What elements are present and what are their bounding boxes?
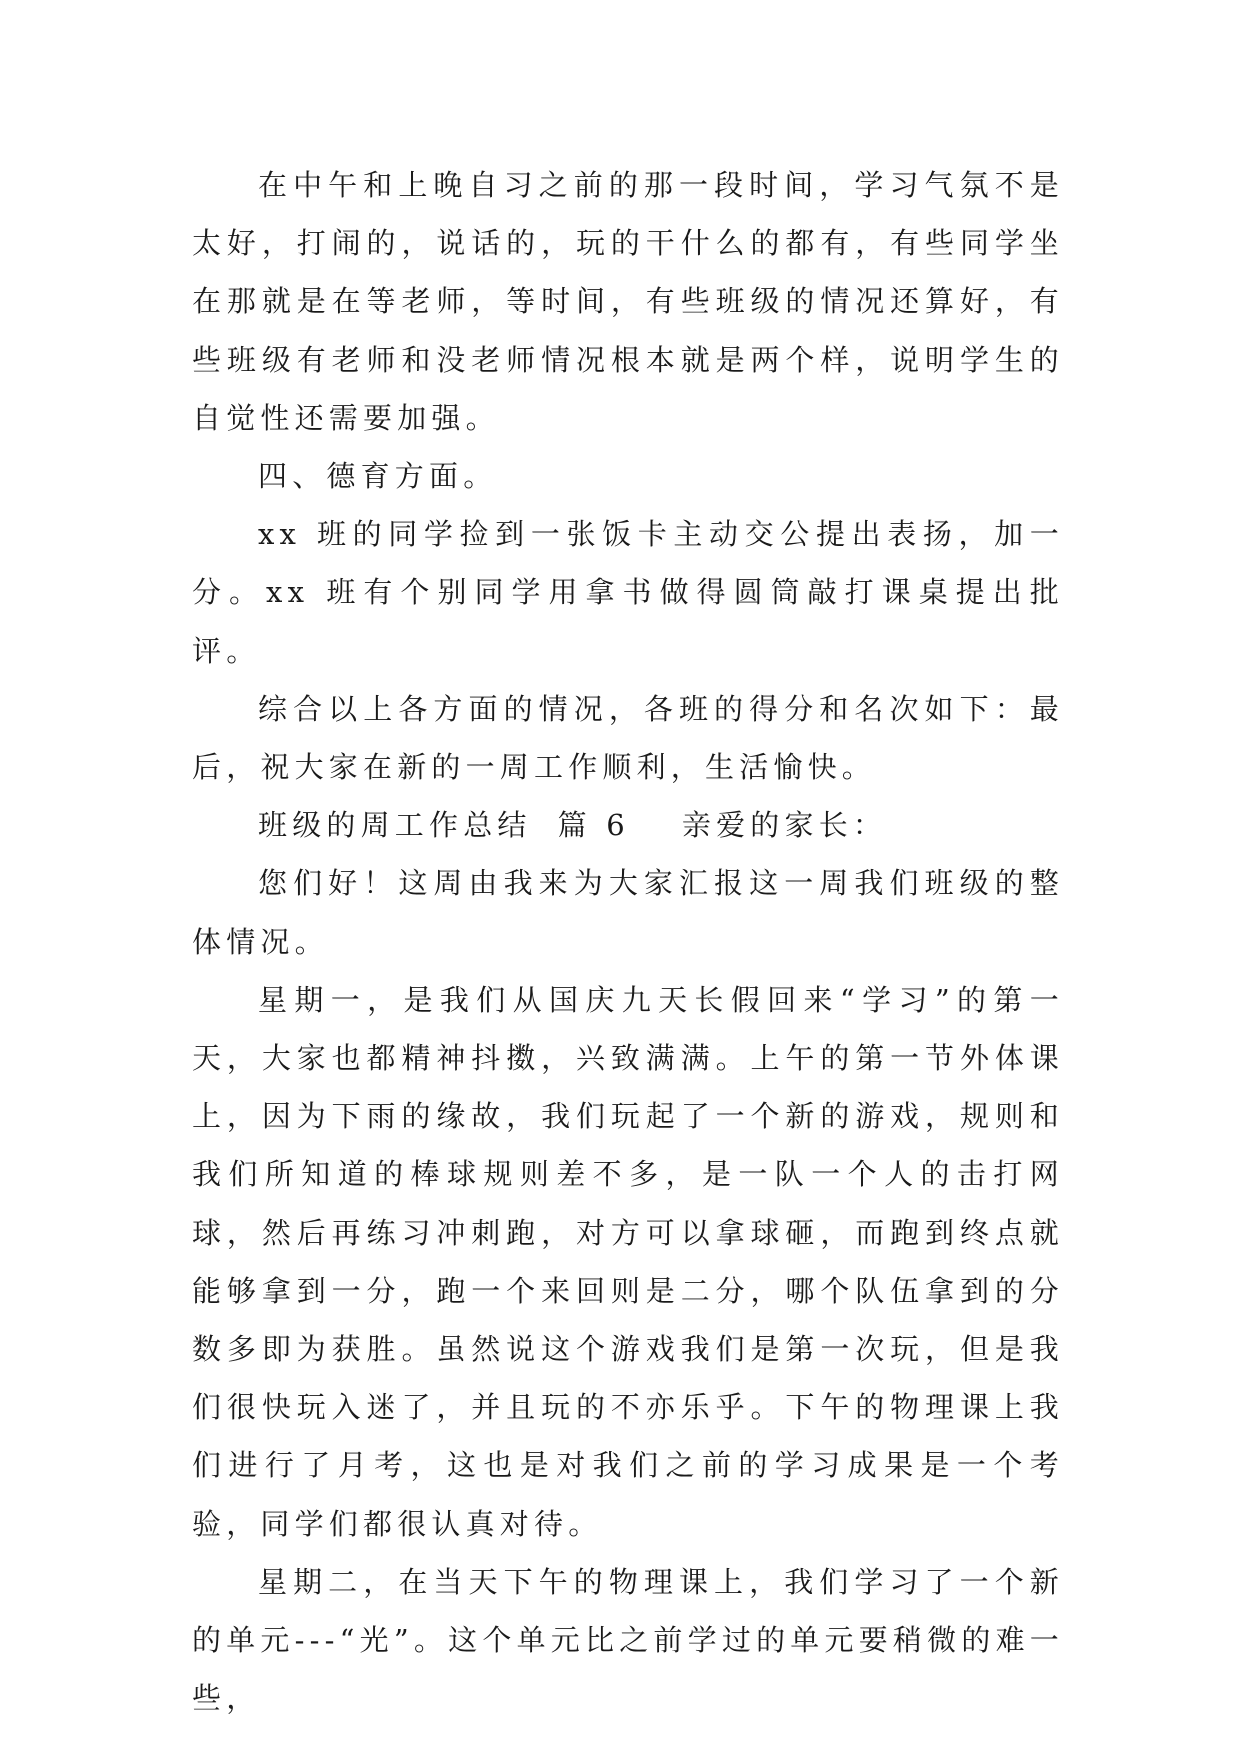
- paragraph-study-atmosphere: 在中午和上晚自习之前的那一段时间，学习气氛不是太好，打闹的，说话的，玩的干什么的都有，有些同学坐在那就是在等老师，等时间，有些班级的情况还算好，有些班级有老师和没老师情况根本就是两个样，说明学生的自觉性还需要加强。: [192, 168, 1064, 435]
- article-number: 篇 6: [557, 808, 630, 843]
- paragraph-greeting: 您们好！这周由我来为大家汇报这一周我们班级的整体情况。: [192, 866, 1064, 959]
- paragraph-summary: 综合以上各方面的情况，各班的得分和名次如下：最后，祝大家在新的一周工作顺利，生活愉快。: [192, 691, 1064, 785]
- section-heading-moral-education: 四、德育方面。: [258, 459, 498, 494]
- paragraph-tuesday: 星期二，在当天下午的物理课上，我们学习了一个新的单元---“光”。这个单元比之前学过的单元要稍微的难一些，: [192, 1564, 1064, 1716]
- article-title: 班级的周工作总结: [258, 808, 532, 843]
- salutation: 亲爱的家长：: [681, 808, 888, 843]
- paragraph-monday: 星期一，是我们从国庆九天长假回来“学习”的第一天，大家也都精神抖擞，兴致满满。上午的第一节外体课上，因为下雨的缘故，我们玩起了一个新的游戏，规则和我们所知道的棒球规则差不多，是一队一个人的击打网球，然后再练习冲刺跑，对方可以拿球砸，而跑到终点就能够拿到一分，跑一个来回则是二分，哪个队伍拿到的分数多即为获胜。虽然说这个游戏我们是第一次玩，但是我们很快玩入迷了，并且玩的不亦乐乎。下午的物理课上我们进行了月考，这也是对我们之前的学习成果是一个考验，同学们都很认真对待。: [192, 982, 1064, 1541]
- paragraph-praise-criticism: xx 班的同学捡到一张饭卡主动交公提出表扬，加一分。xx 班有个别同学用拿书做得圆筒敲打课桌提出批评。: [192, 517, 1064, 668]
- heading-line: [192, 796, 1064, 854]
- document-body: [192, 156, 1064, 1727]
